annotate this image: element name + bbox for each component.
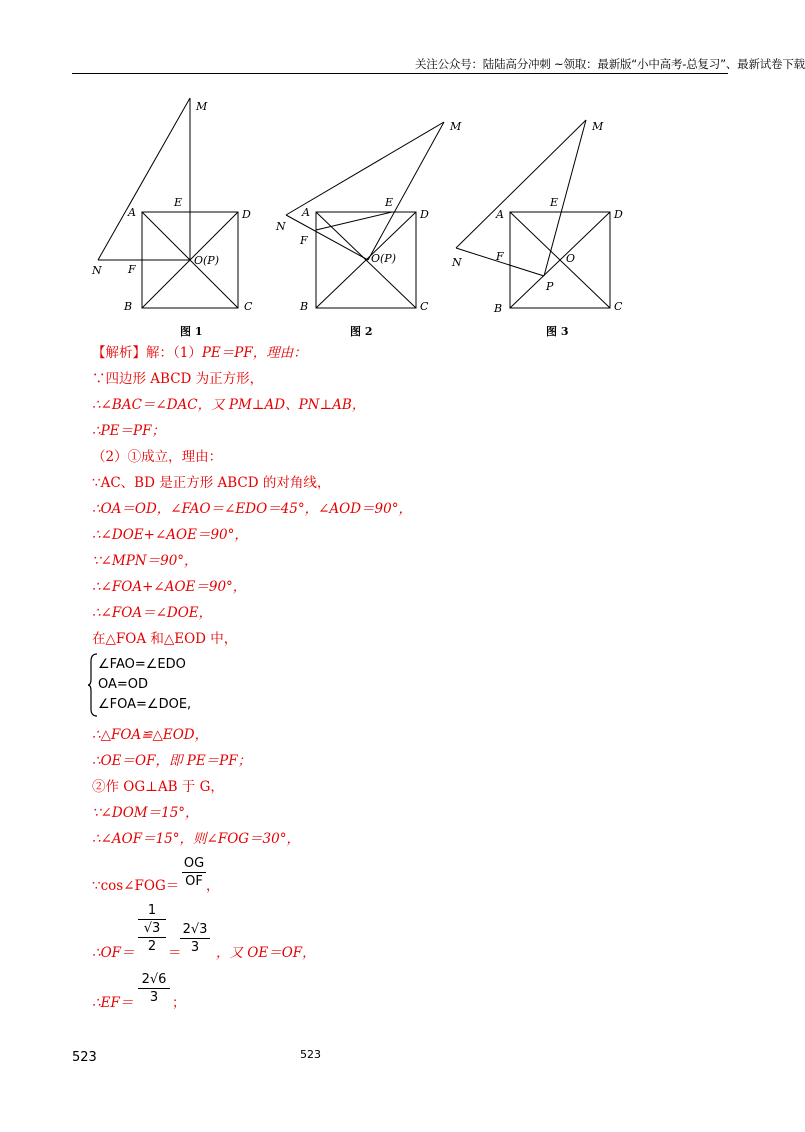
- page-header: 关注公众号：陆陆高分冲刺 ~领取：最新版“小中高考-总复习”、最新试卷下载: [415, 57, 805, 71]
- fig1-label-m: M: [196, 100, 208, 113]
- analysis-tag: 【解析】: [92, 345, 146, 361]
- fig2-label-m: M: [450, 120, 462, 133]
- solution-line-14: ∴OE＝OF，即 PE＝PF；: [92, 753, 252, 769]
- fig2-label-d: D: [420, 208, 429, 221]
- fig3-label-c: C: [614, 300, 623, 313]
- ef-end: ；: [172, 995, 186, 1011]
- fig1-label-e: E: [174, 196, 183, 209]
- fig2-label-n: N: [276, 220, 286, 233]
- cos-numerator: OG: [183, 856, 205, 871]
- fig3-label-m: M: [592, 120, 604, 133]
- of-fraction: [138, 903, 166, 954]
- equals-sign: ＝: [168, 945, 182, 961]
- outer-bar: [138, 937, 166, 938]
- solution-line-3: ∴∠BAC＝∠DAC，又 PM⊥AD、PN⊥AB，: [92, 397, 366, 413]
- solution-line-12: 在△FOA 和△EOD 中，: [92, 631, 238, 647]
- solution-line-5: （2）①成立，理由：: [92, 449, 223, 465]
- solution-line-13: ∴△FOA≌△EOD，: [92, 727, 209, 743]
- fig1-label-c: C: [244, 300, 253, 313]
- solution-line-8: ∴∠DOE+∠AOE＝90°，: [92, 527, 248, 543]
- inner-bar: [138, 919, 166, 920]
- solution-line-1: [92, 343, 307, 363]
- of-result-fraction: [180, 922, 210, 955]
- page-number-center: 523: [300, 1048, 321, 1061]
- fig1-caption: 图 1: [180, 325, 203, 338]
- cos-label: ∵cos∠FOG＝: [92, 878, 180, 894]
- system-row-2: OA=OD: [98, 677, 149, 692]
- fig2-label-f: F: [300, 234, 308, 247]
- ef-denominator: 3: [149, 990, 159, 1005]
- fig3-label-n: N: [452, 256, 462, 269]
- fig3-label-b: B: [494, 302, 503, 315]
- figure-2: [272, 90, 472, 340]
- fig3-caption: 图 3: [546, 325, 569, 338]
- solution-line-11: ∴∠FOA＝∠DOE，: [92, 605, 213, 621]
- of-den: 2: [147, 939, 157, 954]
- fig3-label-a: A: [496, 208, 504, 221]
- page-number-left: 523: [72, 1050, 97, 1065]
- fig1-label-b: B: [124, 300, 133, 313]
- of-inner-den: √3: [143, 921, 161, 936]
- solution-line-17: ∴∠AOF＝15°，则∠FOG＝30°，: [92, 831, 300, 847]
- fig2-label-b: B: [300, 300, 309, 313]
- of-end: ，又 OE＝OF，: [216, 945, 316, 961]
- solution-line-10: ∴∠FOA+∠AOE＝90°，: [92, 579, 247, 595]
- figure-1: [88, 90, 253, 340]
- part1-intro: 解：（1）: [146, 345, 202, 361]
- ef-numerator: 2√6: [141, 972, 167, 987]
- cos-fraction: [182, 856, 206, 889]
- fig1-label-n: N: [92, 264, 102, 277]
- solution-line-18: [92, 876, 179, 896]
- of-inner-num: 1: [147, 903, 157, 918]
- solution-line-16: ∵∠DOM＝15°，: [92, 805, 199, 821]
- fig3-label-d: D: [614, 208, 623, 221]
- solution-line-20: ∴EF＝: [92, 995, 134, 1011]
- solution-line-2: ∵四边形 ABCD 为正方形，: [92, 371, 264, 387]
- solution-line-15: ②作 OG⊥AB 于 G，: [92, 779, 224, 795]
- ef-bar: [138, 988, 170, 989]
- header-rule: [72, 73, 728, 74]
- solution-line-19: ∴OF＝: [92, 945, 135, 961]
- system-row-3: ∠FOA=∠DOE,: [98, 697, 192, 712]
- fig1-label-o: O(P): [194, 254, 220, 267]
- cos-denominator: OF: [185, 874, 203, 889]
- fig2-caption: 图 2: [350, 325, 373, 338]
- figure-3: [448, 90, 638, 340]
- fig3-label-o: O: [566, 252, 576, 265]
- fig1-label-f: F: [128, 263, 136, 276]
- fig2-label-o: O(P): [371, 252, 397, 265]
- system-row-1: ∠FAO=∠EDO: [98, 657, 186, 672]
- result-bar: [180, 938, 210, 939]
- of-result-num: 2√3: [182, 922, 208, 937]
- fraction-bar: [182, 872, 206, 873]
- cos-end: ，: [206, 878, 220, 894]
- fig3-label-f: F: [496, 250, 504, 263]
- solution-line-6: ∵AC、BD 是正方形 ABCD 的对角线，: [92, 475, 331, 491]
- fig2-label-a: A: [302, 206, 310, 219]
- solution-line-9: ∵∠MPN＝90°，: [92, 553, 198, 569]
- congruence-system: [98, 655, 191, 715]
- fig3-label-p: P: [546, 280, 554, 293]
- fig2-label-e: E: [385, 196, 394, 209]
- system-brace: [88, 653, 98, 717]
- ef-fraction: [138, 972, 170, 1005]
- solution-line-7: ∴OA＝OD，∠FAO＝∠EDO＝45°，∠AOD＝90°，: [92, 501, 412, 517]
- solution-line-4: ∴PE＝PF；: [92, 423, 165, 439]
- part1-claim: PE＝PF，理由：: [201, 345, 307, 361]
- fig1-label-d: D: [242, 208, 251, 221]
- fig2-label-c: C: [420, 300, 429, 313]
- of-result-den: 3: [190, 940, 200, 955]
- fig3-label-e: E: [550, 196, 559, 209]
- fig1-label-a: A: [128, 206, 136, 219]
